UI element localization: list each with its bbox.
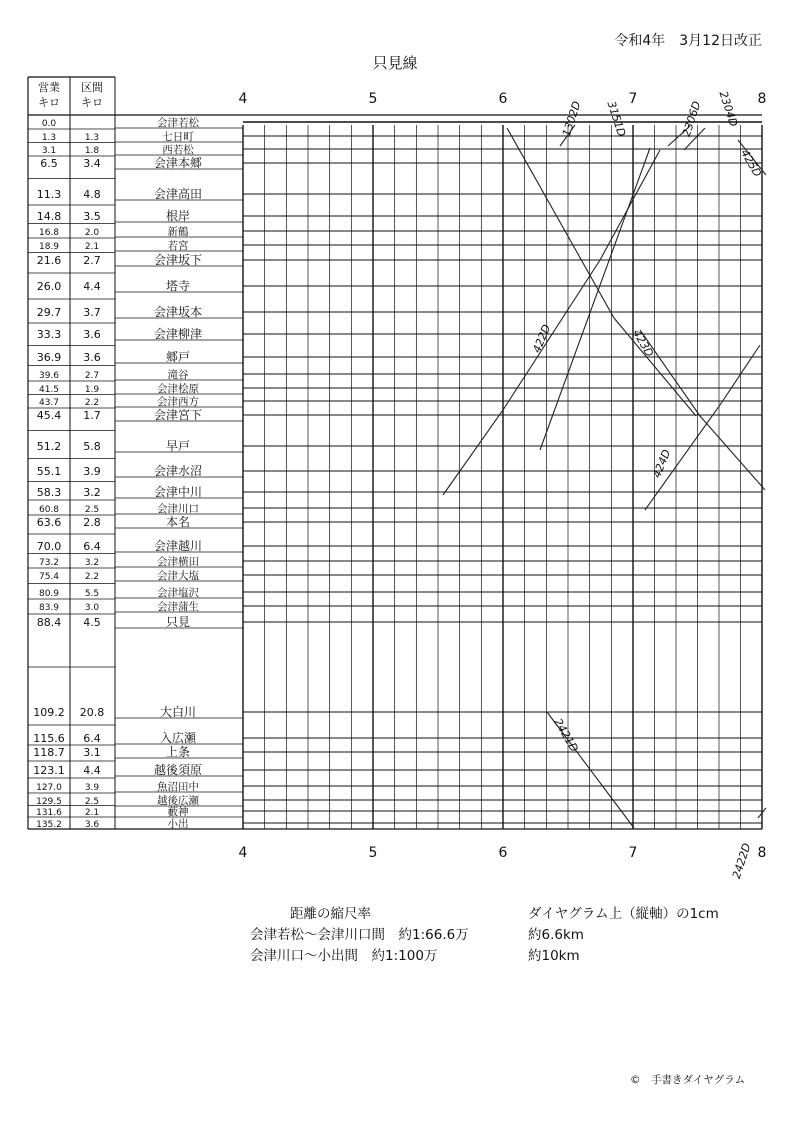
station-interval-value: 2.5 <box>84 797 100 807</box>
station-interval-value: 1.3 <box>84 133 100 143</box>
hour-label-top: 4 <box>238 91 248 107</box>
station-name: 会津本郷 <box>153 156 203 170</box>
station-km-value: 11.3 <box>36 188 62 201</box>
station-km-value: 80.9 <box>38 589 60 599</box>
station-name: 会津柳津 <box>153 327 203 341</box>
train-number-label: 1302D <box>559 99 584 139</box>
station-name: 会津蒲生 <box>157 601 199 613</box>
station-interval-value: 3.5 <box>83 210 101 223</box>
station-name: 会津坂下 <box>153 253 203 267</box>
station-name: 上条 <box>165 745 191 759</box>
operating-km-header: 営業 <box>38 81 60 94</box>
station-km-value: 88.4 <box>36 616 62 629</box>
station-interval-value: 2.2 <box>84 398 100 408</box>
station-name: 本名 <box>165 515 191 529</box>
station-km-value: 3.1 <box>41 146 57 156</box>
station-km-value: 60.8 <box>38 505 60 515</box>
station-interval-value: 4.8 <box>83 188 101 201</box>
operating-km-header: キロ <box>38 96 60 109</box>
train-number-label: 2306D <box>679 99 704 139</box>
hour-label-top: 7 <box>628 91 638 107</box>
station-interval-value: 6.4 <box>83 540 101 553</box>
station-name: 藪神 <box>167 806 189 818</box>
hour-label-bottom: 8 <box>757 845 767 861</box>
station-name: 七日町 <box>162 131 194 143</box>
station-name: 大白川 <box>159 705 197 719</box>
station-name: 会津水沼 <box>153 464 203 478</box>
station-interval-value: 4.4 <box>83 280 101 293</box>
station-km-value: 135.2 <box>36 820 62 830</box>
station-name: 会津西方 <box>157 396 199 408</box>
station-km-value: 1.3 <box>41 133 57 143</box>
station-name: 滝谷 <box>167 369 189 381</box>
station-km-value: 45.4 <box>36 409 62 422</box>
axis-scale-line-1: 約6.6km <box>528 927 584 943</box>
station-km-value: 58.3 <box>36 486 62 499</box>
hour-label-bottom: 4 <box>238 845 248 861</box>
station-interval-value: 2.2 <box>84 572 100 582</box>
hour-label-top: 8 <box>757 91 767 107</box>
station-km-value: 6.5 <box>40 157 58 170</box>
station-interval-value: 3.6 <box>83 351 101 364</box>
train-number-label: 3151D <box>604 99 629 139</box>
copyright-notice: © 手書きダイヤグラム <box>630 1074 746 1086</box>
station-name: 新鶴 <box>167 226 189 238</box>
station-km-value: 127.0 <box>36 783 62 793</box>
station-km-value: 129.5 <box>36 797 62 807</box>
scale-line-1: 会津若松～会津川口間 約1:66.6万 <box>250 927 469 943</box>
station-name: 根岸 <box>165 209 191 223</box>
station-interval-value: 3.2 <box>84 558 100 568</box>
station-interval-value: 3.2 <box>83 486 101 499</box>
scale-title: 距離の縮尺率 <box>290 906 371 922</box>
train-number-label: 424D <box>650 447 674 480</box>
station-name: 会津大塩 <box>157 570 199 582</box>
station-interval-value: 3.0 <box>84 603 100 613</box>
station-interval-value: 3.6 <box>84 820 100 830</box>
station-km-value: 63.6 <box>36 516 62 529</box>
train-line <box>645 345 760 510</box>
station-km-value: 83.9 <box>38 603 60 613</box>
station-km-value: 75.4 <box>38 572 60 582</box>
station-km-value: 33.3 <box>36 328 62 341</box>
axis-scale-title: ダイヤグラム上（縦軸）の1cm <box>528 906 719 922</box>
interval-km-header: 区間 <box>81 81 103 94</box>
train-number-label: 2421D <box>551 716 581 755</box>
station-km-value: 14.8 <box>36 210 62 223</box>
station-interval-value: 4.5 <box>83 616 101 629</box>
station-km-value: 16.8 <box>38 228 60 238</box>
hour-label-bottom: 6 <box>498 845 508 861</box>
station-name: 小出 <box>167 818 189 830</box>
revision-date: 令和4年 3月12日改正 <box>614 33 762 49</box>
station-km-value: 26.0 <box>36 280 62 293</box>
station-interval-value: 2.5 <box>84 505 100 515</box>
station-interval-value: 6.4 <box>83 732 101 745</box>
station-km-value: 70.0 <box>36 540 62 553</box>
train-number-label: 422D <box>530 322 554 355</box>
station-km-value: 109.2 <box>33 706 65 719</box>
station-km-value: 131.6 <box>36 808 62 818</box>
station-km-value: 36.9 <box>36 351 62 364</box>
station-interval-value: 3.1 <box>83 746 101 759</box>
hour-label-bottom: 5 <box>368 845 378 861</box>
station-km-value: 51.2 <box>36 440 62 453</box>
station-name: 会津坂本 <box>153 305 203 319</box>
station-km-value: 123.1 <box>33 764 65 777</box>
station-km-value: 118.7 <box>33 746 65 759</box>
station-km-value: 73.2 <box>38 558 60 568</box>
station-interval-value: 2.7 <box>84 371 100 381</box>
station-name: 塔寺 <box>165 279 191 293</box>
hour-label-top: 5 <box>368 91 378 107</box>
station-interval-value: 3.7 <box>83 306 101 319</box>
station-name: 若宮 <box>167 240 189 252</box>
station-interval-value: 1.9 <box>84 385 100 395</box>
station-name: 早戸 <box>165 439 191 453</box>
station-km-value: 0.0 <box>41 119 57 129</box>
station-name: 西若松 <box>162 144 194 156</box>
station-interval-value: 3.6 <box>83 328 101 341</box>
station-interval-value: 5.5 <box>84 589 100 599</box>
station-interval-value: 3.9 <box>84 783 100 793</box>
interval-km-header: キロ <box>81 96 103 109</box>
station-interval-value: 2.7 <box>83 254 101 267</box>
station-name: 会津塩沢 <box>157 587 199 599</box>
station-km-value: 29.7 <box>36 306 62 319</box>
station-name: 会津宮下 <box>153 408 203 422</box>
station-name: 会津越川 <box>153 539 203 553</box>
hour-label-bottom: 7 <box>628 845 638 861</box>
station-interval-value: 2.0 <box>84 228 100 238</box>
station-interval-value: 4.4 <box>83 764 101 777</box>
station-interval-value: 5.8 <box>83 440 101 453</box>
train-number-label: 423D <box>630 327 657 360</box>
station-km-value: 43.7 <box>38 398 60 408</box>
station-name: 会津中川 <box>153 485 203 499</box>
scale-line-2: 会津川口～小出間 約1:100万 <box>250 948 438 964</box>
train-line <box>443 150 660 495</box>
hour-label-top: 6 <box>498 91 508 107</box>
station-km-value: 21.6 <box>36 254 62 267</box>
train-number-label: 2304D <box>716 89 741 129</box>
station-km-value: 18.9 <box>38 242 60 252</box>
station-name: 会津横田 <box>157 556 199 568</box>
train-number-label: 425D <box>738 147 765 180</box>
station-interval-value: 1.7 <box>83 409 101 422</box>
axis-scale-line-2: 約10km <box>528 948 580 964</box>
station-interval-value: 3.9 <box>83 465 101 478</box>
station-interval-value: 2.1 <box>84 242 100 252</box>
station-km-value: 55.1 <box>36 465 62 478</box>
station-name: 会津若松 <box>157 117 199 129</box>
station-km-value: 41.5 <box>38 385 60 395</box>
station-name: 会津高田 <box>153 187 203 201</box>
station-interval-value: 2.1 <box>84 808 100 818</box>
station-km-value: 39.6 <box>38 371 60 381</box>
station-name: 会津川口 <box>157 503 199 515</box>
station-interval-value: 1.8 <box>84 146 100 156</box>
page-title: 只見線 <box>372 54 418 72</box>
station-name: 入広瀬 <box>159 731 197 745</box>
station-interval-value: 20.8 <box>79 706 105 719</box>
station-interval-value: 2.8 <box>83 516 101 529</box>
station-name: 会津桧原 <box>157 383 199 395</box>
station-name: 只見 <box>165 615 191 629</box>
station-km-value: 115.6 <box>33 732 65 745</box>
train-line <box>507 128 696 416</box>
station-name: 越後須原 <box>153 763 203 777</box>
station-name: 郷戸 <box>165 350 191 364</box>
station-name: 魚沼田中 <box>157 781 199 793</box>
station-name: 越後広瀬 <box>157 795 199 807</box>
train-number-label: 2422D <box>729 841 754 881</box>
station-interval-value: 3.4 <box>83 157 101 170</box>
